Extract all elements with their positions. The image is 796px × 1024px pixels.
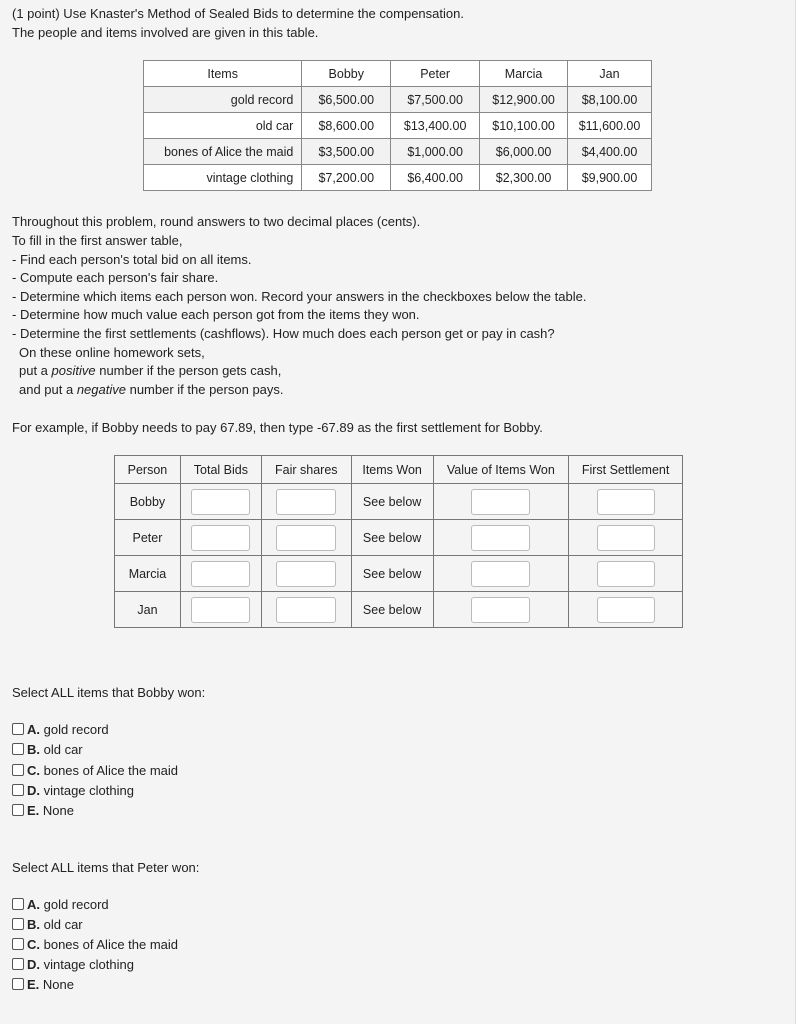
answer-cell <box>180 556 261 592</box>
answer-cell <box>569 520 683 556</box>
instruction-step-total: - Find each person's total bid on all items. <box>12 252 252 267</box>
bids-item-name: gold record <box>144 87 302 113</box>
instruction-sign-intro: On these online homework sets, <box>19 345 205 360</box>
bobby-option-d[interactable] <box>12 783 134 799</box>
settlement-input-jan[interactable] <box>597 597 655 623</box>
instruction-step-settlement: - Determine the first settlements (cashflows). How much does each person get or pay in cash? <box>12 326 555 341</box>
option-label: None <box>39 803 74 818</box>
option-letter: A. <box>27 722 40 737</box>
answer-person-name: Jan <box>115 592 181 628</box>
bids-cell: $4,400.00 <box>568 139 652 165</box>
total-bids-input-peter[interactable] <box>191 525 250 551</box>
answer-cell <box>180 484 261 520</box>
answer-table <box>114 455 683 628</box>
bids-item-name: bones of Alice the maid <box>144 139 302 165</box>
instruction-step-fair-share: - Compute each person's fair share. <box>12 270 219 285</box>
bids-item-name: vintage clothing <box>144 165 302 191</box>
instruction-rounding: Throughout this problem, round answers to two decimal places (cents). <box>12 214 421 229</box>
option-letter: C. <box>27 937 40 952</box>
peter-option-b[interactable] <box>12 917 83 933</box>
value-won-input-jan[interactable] <box>471 597 530 623</box>
answer-header-fair-shares: Fair shares <box>261 456 351 484</box>
question-bobby-prompt: Select ALL items that Bobby won: <box>12 685 206 700</box>
instruction-text: put a <box>19 363 52 378</box>
instruction-emphasis: negative <box>76 382 126 397</box>
bids-cell: $13,400.00 <box>391 113 480 139</box>
option-letter: B. <box>27 917 40 932</box>
answer-cell <box>569 484 683 520</box>
bids-item-name: old car <box>144 113 302 139</box>
option-label: None <box>39 977 74 992</box>
instruction-intro: To fill in the first answer table, <box>12 233 183 248</box>
bids-cell: $9,900.00 <box>568 165 652 191</box>
answer-header-value-won: Value of Items Won <box>433 456 569 484</box>
option-label: old car <box>40 917 83 932</box>
bids-cell: $10,100.00 <box>480 113 568 139</box>
bids-cell: $8,600.00 <box>302 113 391 139</box>
checkbox[interactable] <box>12 978 24 990</box>
answer-cell <box>433 556 569 592</box>
answer-person-name: Peter <box>115 520 181 556</box>
answer-row-bobby <box>115 484 683 520</box>
instruction-text: number if the person gets cash, <box>95 363 282 378</box>
answer-header-total-bids: Total Bids <box>180 456 261 484</box>
bids-row <box>144 139 652 165</box>
value-won-input-peter[interactable] <box>471 525 530 551</box>
answer-cell <box>261 556 351 592</box>
checkbox[interactable] <box>12 743 24 755</box>
answer-cell <box>433 592 569 628</box>
answer-cell <box>261 592 351 628</box>
bids-header-jan: Jan <box>568 61 652 87</box>
answer-header-row <box>115 456 683 484</box>
checkbox[interactable] <box>12 723 24 735</box>
checkbox[interactable] <box>12 898 24 910</box>
answer-header-first-settlement: First Settlement <box>569 456 683 484</box>
instruction-example: For example, if Bobby needs to pay 67.89, then type -67.89 as the first settlement for Bobby. <box>12 420 543 435</box>
peter-option-d[interactable] <box>12 957 134 973</box>
instruction-negative <box>19 382 284 398</box>
peter-option-a[interactable] <box>12 897 109 913</box>
option-label: gold record <box>40 722 109 737</box>
bids-cell: $7,500.00 <box>391 87 480 113</box>
option-letter: E. <box>27 977 40 992</box>
option-letter: D. <box>27 783 40 798</box>
bobby-option-b[interactable] <box>12 742 83 758</box>
option-label: vintage clothing <box>40 957 134 972</box>
fair-share-input-marcia[interactable] <box>276 561 336 587</box>
question-peter-prompt: Select ALL items that Peter won: <box>12 860 200 875</box>
instruction-text: number if the person pays. <box>125 382 284 397</box>
fair-share-input-peter[interactable] <box>276 525 336 551</box>
checkbox[interactable] <box>12 958 24 970</box>
instruction-text: and put a <box>19 382 77 397</box>
value-won-input-marcia[interactable] <box>471 561 530 587</box>
option-letter: D. <box>27 957 40 972</box>
answer-items-won: See below <box>351 592 433 628</box>
bids-row <box>144 165 652 191</box>
bobby-option-e[interactable] <box>12 803 74 819</box>
option-label: old car <box>40 742 83 757</box>
answer-row-marcia <box>115 556 683 592</box>
answer-row-peter <box>115 520 683 556</box>
bids-cell: $6,500.00 <box>302 87 391 113</box>
checkbox[interactable] <box>12 918 24 930</box>
option-label: vintage clothing <box>40 783 134 798</box>
instruction-step-items-won: - Determine which items each person won. Record your answers in the checkboxes below the table. <box>12 289 587 304</box>
settlement-input-bobby[interactable] <box>597 489 655 515</box>
checkbox[interactable] <box>12 784 24 796</box>
instruction-step-value: - Determine how much value each person got from the items they won. <box>12 307 420 322</box>
answer-cell <box>261 484 351 520</box>
total-bids-input-marcia[interactable] <box>191 561 250 587</box>
problem-subtitle: The people and items involved are given in this table. <box>12 25 319 40</box>
value-won-input-bobby[interactable] <box>471 489 530 515</box>
settlement-input-marcia[interactable] <box>597 561 655 587</box>
bids-cell: $3,500.00 <box>302 139 391 165</box>
option-letter: C. <box>27 763 40 778</box>
answer-items-won: See below <box>351 556 433 592</box>
bids-cell: $2,300.00 <box>480 165 568 191</box>
bids-cell: $6,400.00 <box>391 165 480 191</box>
answer-cell <box>433 520 569 556</box>
bobby-option-a[interactable] <box>12 722 109 738</box>
total-bids-input-bobby[interactable] <box>191 489 250 515</box>
bids-cell: $1,000.00 <box>391 139 480 165</box>
answer-cell <box>569 556 683 592</box>
option-label: gold record <box>40 897 109 912</box>
total-bids-input-jan[interactable] <box>191 597 250 623</box>
answer-cell <box>180 592 261 628</box>
answer-header-person: Person <box>115 456 181 484</box>
answer-cell <box>180 520 261 556</box>
answer-cell <box>433 484 569 520</box>
option-label: bones of Alice the maid <box>40 763 179 778</box>
problem-title: (1 point) Use Knaster's Method of Sealed Bids to determine the compensation. <box>12 6 464 21</box>
option-label: bones of Alice the maid <box>40 937 179 952</box>
bids-cell: $11,600.00 <box>568 113 652 139</box>
bobby-option-c[interactable] <box>12 763 178 779</box>
bids-cell: $7,200.00 <box>302 165 391 191</box>
answer-items-won: See below <box>351 484 433 520</box>
option-letter: E. <box>27 803 40 818</box>
checkbox[interactable] <box>12 938 24 950</box>
fair-share-input-bobby[interactable] <box>276 489 336 515</box>
bids-header-marcia: Marcia <box>480 61 568 87</box>
bids-cell: $12,900.00 <box>480 87 568 113</box>
peter-option-c[interactable] <box>12 937 178 953</box>
fair-share-input-jan[interactable] <box>276 597 336 623</box>
answer-header-items-won: Items Won <box>351 456 433 484</box>
bids-cell: $8,100.00 <box>568 87 652 113</box>
bids-cell: $6,000.00 <box>480 139 568 165</box>
answer-person-name: Bobby <box>115 484 181 520</box>
peter-option-e[interactable] <box>12 977 74 993</box>
bids-row <box>144 113 652 139</box>
bids-table <box>143 60 652 191</box>
bids-header-items: Items <box>144 61 302 87</box>
option-letter: B. <box>27 742 40 757</box>
instruction-emphasis: positive <box>51 363 96 378</box>
answer-cell <box>569 592 683 628</box>
settlement-input-peter[interactable] <box>597 525 655 551</box>
checkbox[interactable] <box>12 804 24 816</box>
answer-row-jan <box>115 592 683 628</box>
checkbox[interactable] <box>12 764 24 776</box>
bids-row <box>144 87 652 113</box>
bids-header-peter: Peter <box>391 61 480 87</box>
instruction-positive <box>19 363 281 379</box>
answer-person-name: Marcia <box>115 556 181 592</box>
answer-cell <box>261 520 351 556</box>
answer-items-won: See below <box>351 520 433 556</box>
bids-header-row <box>144 61 652 87</box>
option-letter: A. <box>27 897 40 912</box>
bids-header-bobby: Bobby <box>302 61 391 87</box>
